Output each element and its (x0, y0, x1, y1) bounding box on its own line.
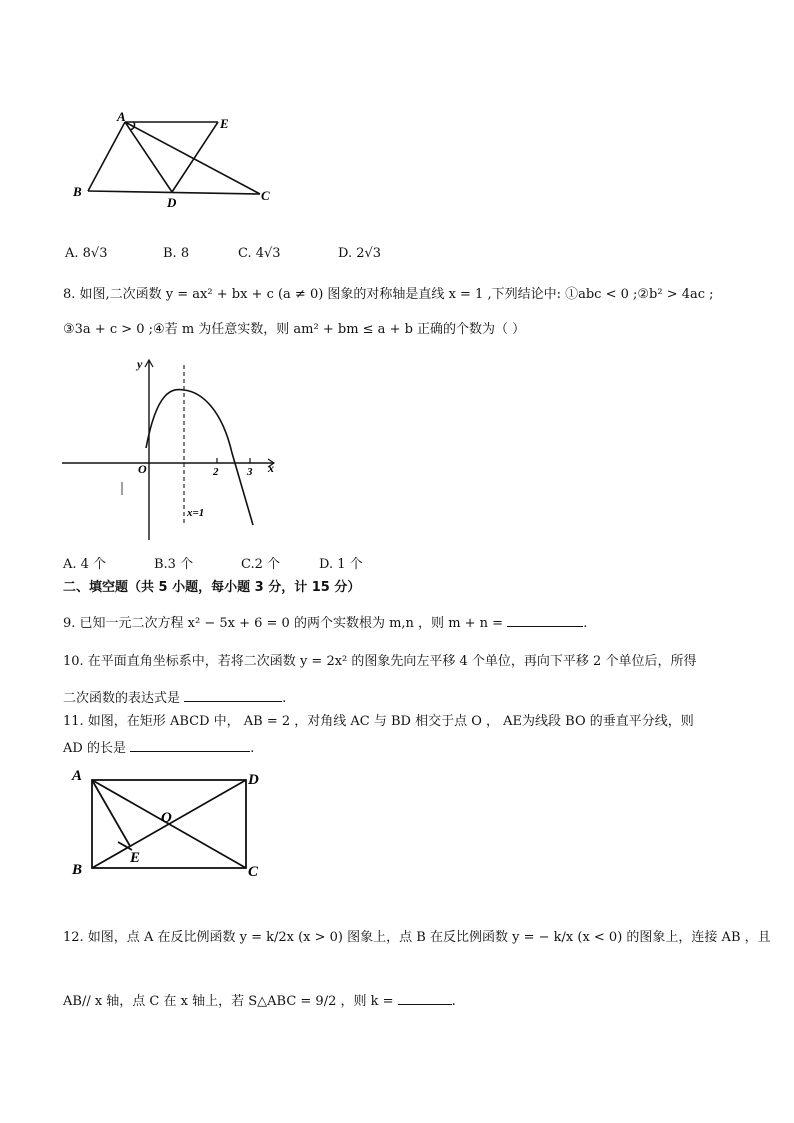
q11-label-c: C (248, 864, 259, 880)
q9-answer-blank[interactable] (507, 612, 583, 627)
q12-line2-text: AB// x 轴，点 C 在 x 轴上，若 S△ABC = 9/2 ，则 k = (63, 994, 394, 1009)
q7-label-e: E (220, 116, 229, 131)
q11-label-a: A (72, 768, 83, 784)
q11-line2-text: AD 的长是 (63, 741, 126, 756)
q10-stem-line1: 10. 在平面直角坐标系中，若将二次函数 y = 2x² 的图象先向左平移 4 个单位，再向下平移 2 个单位后，所得 (63, 654, 697, 669)
q8-stem-line1: 8. 如图,二次函数 y = ax² + bx + c (a ≠ 0) 图象的对称轴是直线 x = 1 ,下列结论中: ①abc < 0 ;②b² > 4ac ; (63, 287, 714, 302)
q11-label-b: B (72, 862, 83, 878)
q10-answer-blank[interactable] (184, 687, 282, 702)
q10-stem-line2: 二次函数的表达式是 . (63, 687, 286, 709)
q12-part-a: 12. 如图，点 A 在反比例函数 (63, 930, 236, 945)
q8-label-x: x (268, 461, 274, 475)
q8-label-two: 2 (213, 466, 219, 478)
q8-stem-line2: ③3a + c > 0 ;④若 m 为任意实数，则 am² + bm ≤ a + b 正确的个数为（ ） (63, 322, 526, 337)
q12-func2: y = − k/x (x < 0) (512, 930, 623, 945)
q7-label-c: C (261, 188, 270, 203)
q11-label-e: E (130, 850, 141, 866)
q9-stem: 9. 已知一元二次方程 x² − 5x + 6 = 0 的两个实数根为 m,n ，则 m + n = . (63, 612, 587, 634)
q8-option-d: D. 1 个 (319, 557, 363, 572)
q9-text: 9. 已知一元二次方程 x² − 5x + 6 = 0 的两个实数根为 m,n ，则 m + n = (63, 616, 504, 631)
q11-stem-line2: AD 的长是 . (63, 737, 254, 759)
q11-stem-line1: 11. 如图，在矩形 ABCD 中， AB = 2 ，对角线 AC 与 BD 相交于点 O ， AE为线段 BO 的垂直平分线，则 (63, 714, 694, 729)
q7-label-b: B (73, 184, 82, 199)
q7-option-b: B. 8 (163, 246, 190, 261)
q8-option-a: A. 4 个 (63, 557, 107, 572)
q7-option-d: D. 2√3 (338, 246, 382, 261)
q7-figure (70, 110, 280, 210)
q8-label-origin: O (138, 462, 147, 476)
q7-option-c: C. 4√3 (238, 246, 281, 261)
q8-parabola-figure (62, 350, 292, 545)
q8-label-axis: x=1 (187, 507, 205, 519)
q10-line2-text: 二次函数的表达式是 (63, 691, 181, 706)
q8-option-c: C.2 个 (241, 557, 281, 572)
q12-part-c: 的图象上，连接 AB ，且 (626, 930, 771, 945)
q8-label-three: 3 (247, 466, 253, 478)
q12-answer-blank[interactable] (398, 990, 452, 1005)
q12-stem-line1 (63, 928, 771, 948)
q11-label-o: O (161, 810, 172, 826)
q7-label-d: D (167, 195, 177, 210)
q8-option-b: B.3 个 (154, 557, 194, 572)
q12-func1: y = k/2x (x > 0) (239, 930, 344, 945)
q7-option-a: A. 8√3 (65, 246, 108, 261)
q12-stem-line2: AB// x 轴，点 C 在 x 轴上，若 S△ABC = 9/2 ，则 k = . (63, 990, 456, 1012)
q7-label-a: A (117, 110, 126, 124)
q11-label-d: D (248, 772, 259, 788)
q8-label-y: y (137, 357, 143, 371)
q12-part-b: 图象上，点 B 在反比例函数 (347, 930, 508, 945)
q11-rectangle-figure (70, 766, 270, 881)
q11-answer-blank[interactable] (130, 737, 250, 752)
section-fill-in-title: 二、填空题（共 5 小题，每小题 3 分，计 15 分） (63, 580, 361, 595)
